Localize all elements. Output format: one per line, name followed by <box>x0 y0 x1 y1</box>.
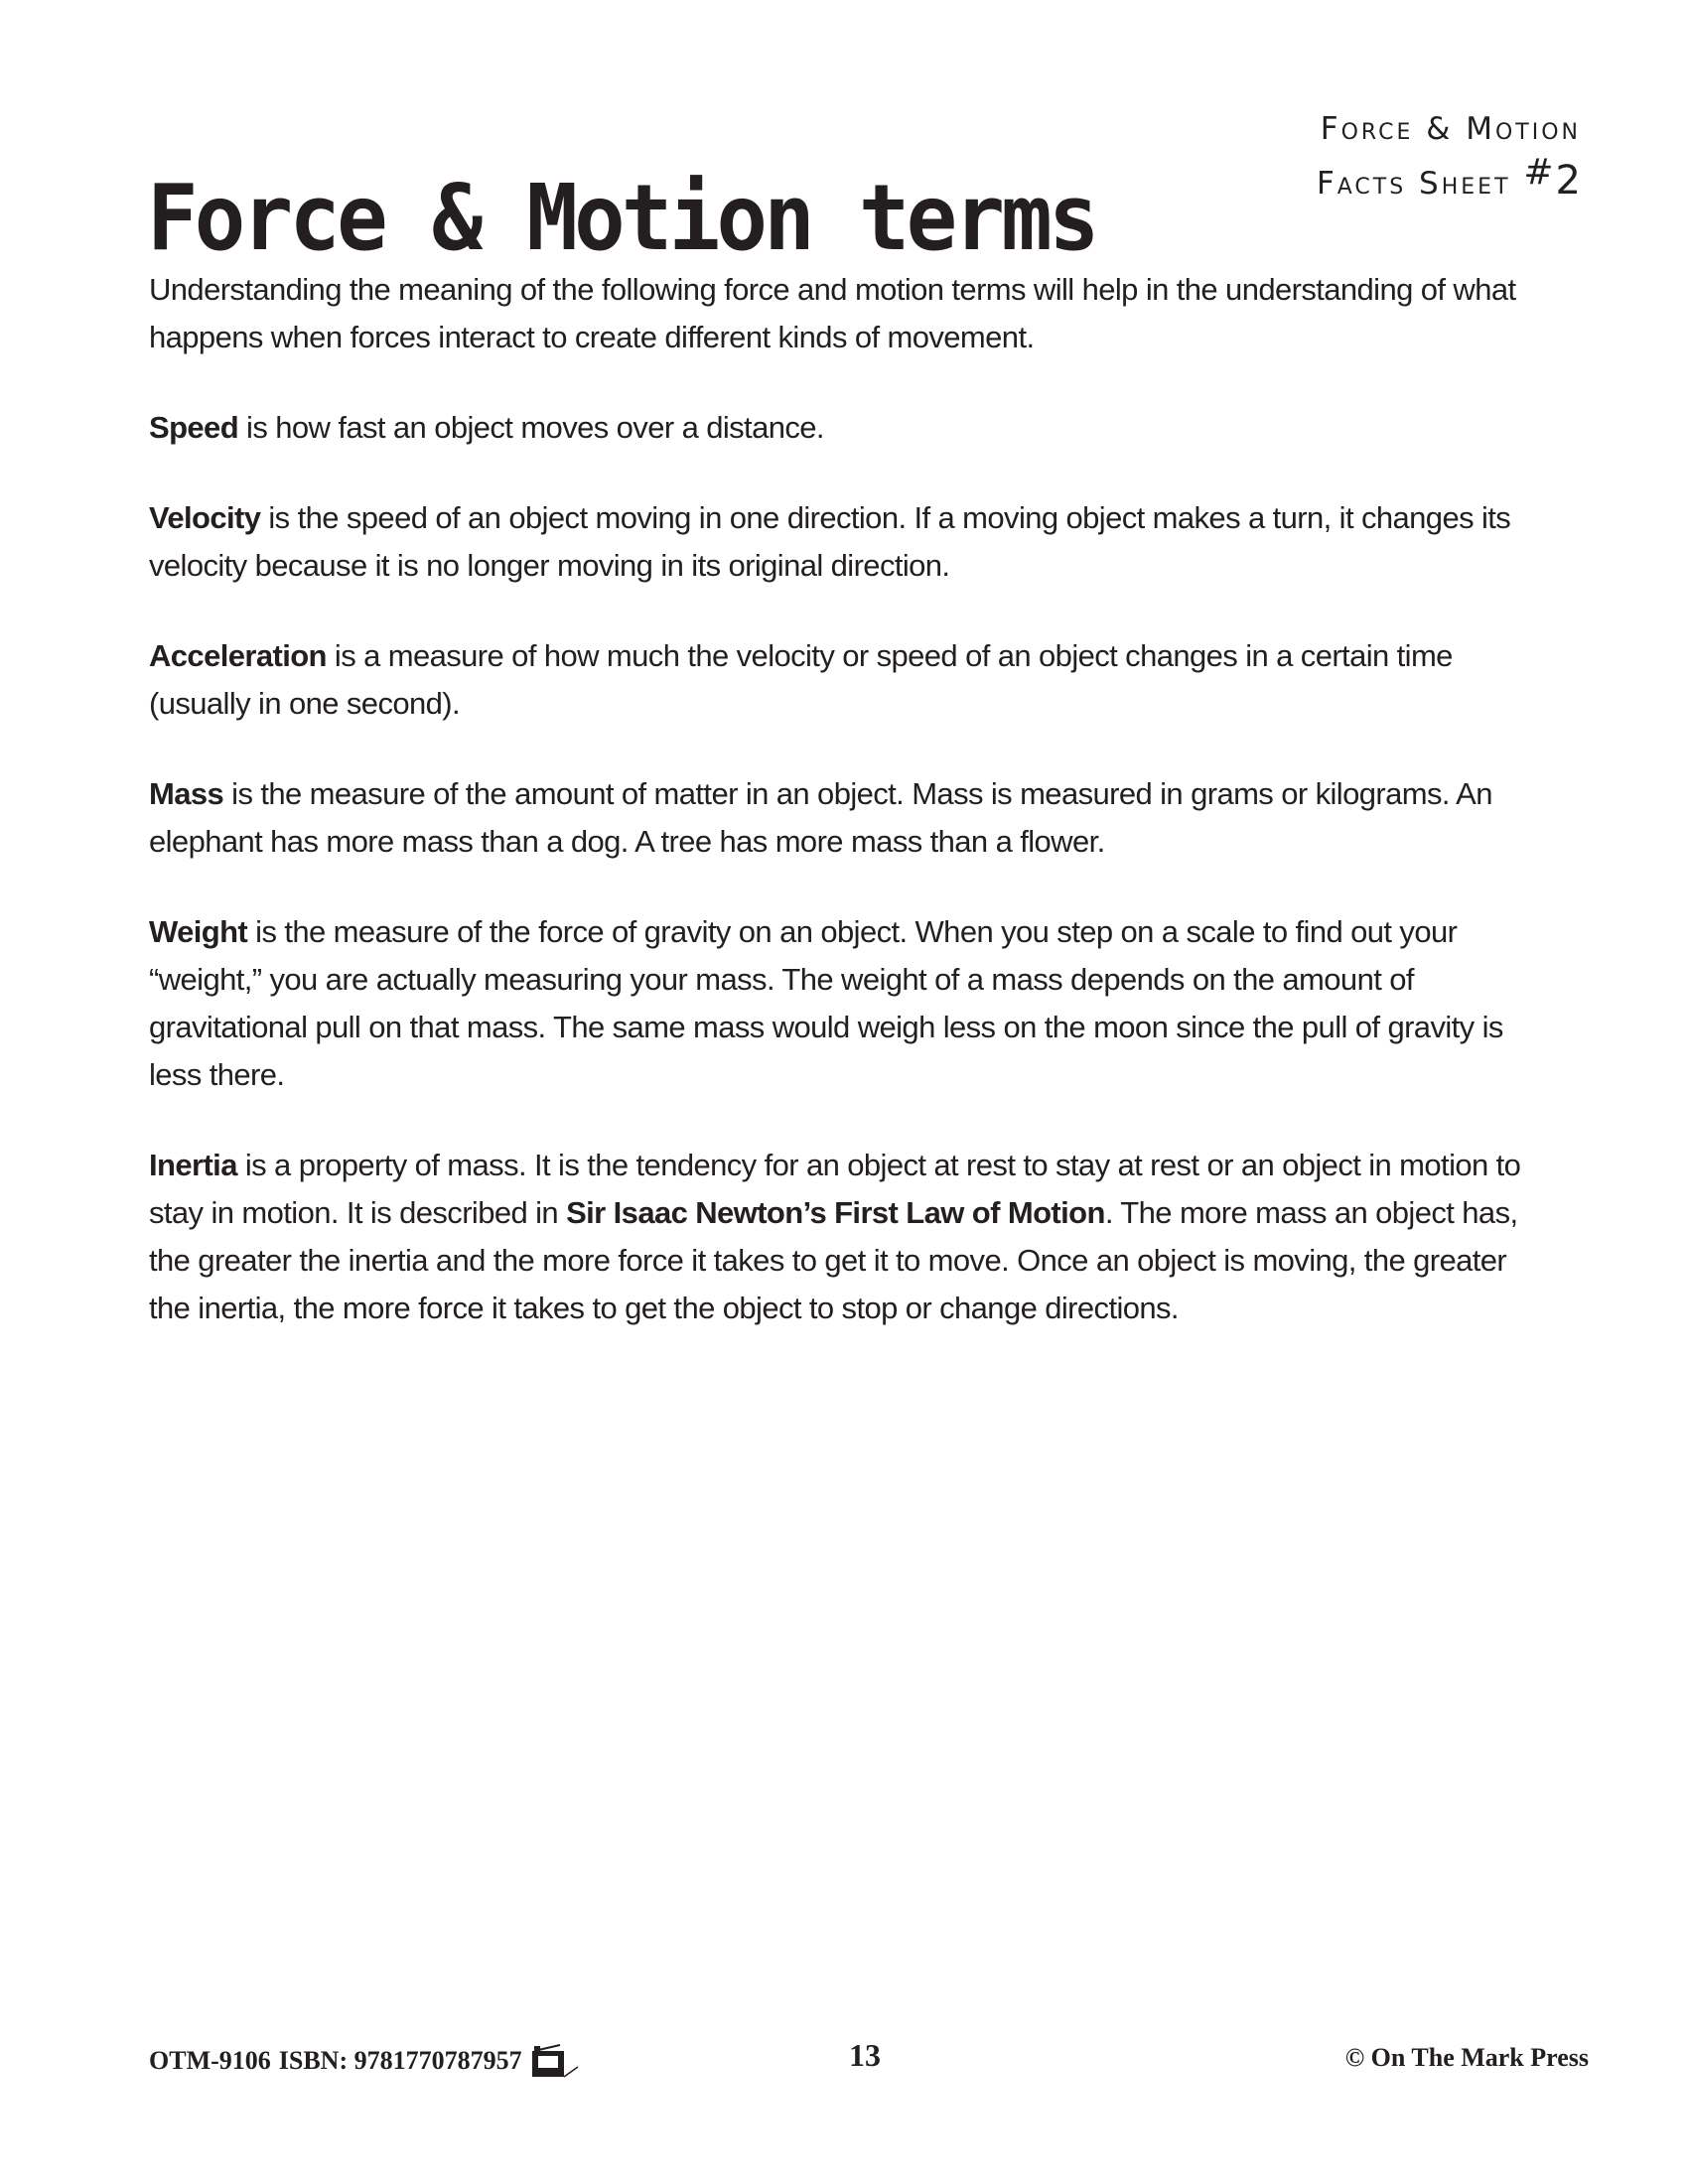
term-definition-continued: . The more mass an object has, the greater the inertia and the more force it takes to get it to move. Once an object is moving, the greater the inertia, the more force it takes to get the object to stop or change directions. <box>149 1195 1518 1325</box>
page-number: 13 <box>849 2037 881 2073</box>
series-label <box>1317 103 1581 209</box>
term-definition: is the speed of an object moving in one direction. If a moving object makes a turn, it changes its velocity because it is no longer moving in its original direction. <box>149 500 1511 583</box>
term-definition: is how fast an object moves over a distance. <box>238 410 824 445</box>
term-acceleration <box>149 632 1539 728</box>
page-footer <box>149 2037 1589 2077</box>
copyright: © On The Mark Press <box>1344 2043 1589 2072</box>
term-label: Mass <box>149 776 224 811</box>
series-name: Force & Motion <box>1320 111 1581 147</box>
term-label: Speed <box>149 410 239 445</box>
term-definition: is a property of mass. It is the tendency for an object at rest to stay at rest or an object in motion to stay in motion. It is described in <box>149 1148 1521 1230</box>
term-label: Velocity <box>149 500 261 535</box>
term-weight <box>149 908 1539 1099</box>
term-velocity <box>149 494 1539 590</box>
term-label: Inertia <box>149 1148 237 1182</box>
sheet-label-text: Facts Sheet <box>1316 166 1511 202</box>
product-code: OTM-9106 <box>149 2046 271 2075</box>
term-inertia <box>149 1142 1539 1332</box>
term-label: Acceleration <box>149 638 327 673</box>
isbn: ISBN: 9781770787957 <box>278 2046 522 2075</box>
footer-product-info <box>149 2043 586 2079</box>
term-label: Weight <box>149 914 248 949</box>
book-icon <box>530 2043 586 2079</box>
sheet-number: #2 <box>1523 152 1581 204</box>
term-definition: is the measure of the force of gravity on an object. When you step on a scale to find out your “weight,” you are actually measuring your mass. The weight of a mass depends on the amount of gravitational pull on that mass. The same mass would weigh less on the moon since the pull of gravity is less there. <box>149 914 1503 1092</box>
term-definition: is a measure of how much the velocity or speed of an object changes in a certain time (usually in one second). <box>149 638 1453 721</box>
document-body <box>149 266 1539 1375</box>
sheet-label <box>1316 152 1581 209</box>
term-speed <box>149 404 1539 452</box>
term-definition: is the measure of the amount of matter in an object. Mass is measured in grams or kilograms. An elephant has more mass than a dog. A tree has more mass than a flower. <box>149 776 1492 859</box>
term-mass <box>149 770 1539 866</box>
newton-law-reference: Sir Isaac Newton’s First Law of Motion <box>566 1195 1105 1230</box>
intro-paragraph: Understanding the meaning of the following force and motion terms will help in the understanding of what happens when forces interact to create different kinds of movement. <box>149 272 1516 354</box>
page-title: Force & Motion terms <box>147 164 1096 271</box>
